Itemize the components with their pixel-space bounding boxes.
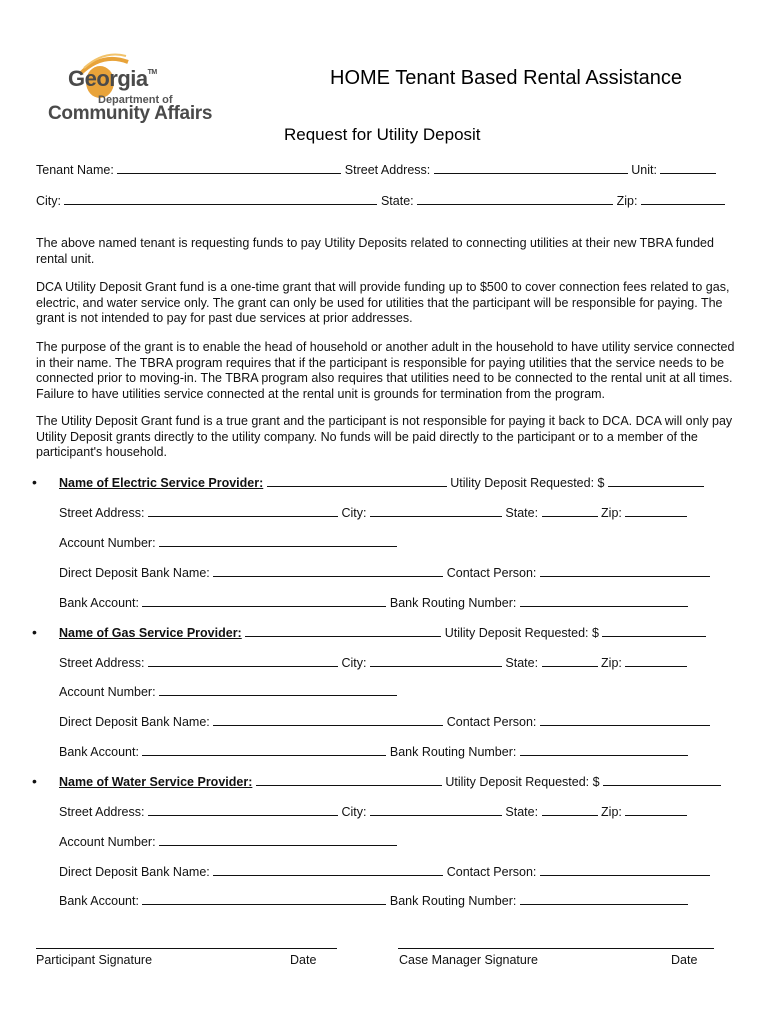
bullet-icon: • [32,624,37,640]
contact-label: Contact Person: [446,715,537,729]
tenant-line-1 [36,162,716,177]
tenant-zip-label: Zip: [616,194,638,208]
tenant-state-label: State: [380,194,414,208]
electric-account-line [59,535,397,550]
water-provider-line [59,774,721,789]
form-subtitle: Request for Utility Deposit [284,125,481,144]
bullet-icon: • [32,474,37,490]
zip-label: Zip: [601,805,622,819]
water-contact-field[interactable] [540,864,710,876]
electric-bank-account-field[interactable] [142,595,386,607]
city-label: City: [341,805,367,819]
gas-bank-name-field[interactable] [213,714,443,726]
bank-name-label: Direct Deposit Bank Name: [59,865,210,879]
bullet-icon: • [32,773,37,789]
paragraph-true-grant: The Utility Deposit Grant fund is a true grant and the participant is not responsible for paying it back to DCA. DCA will only pay Utility Deposit grants directly to the utility company. No funds will be paid directly to the participant or to a member of the participant's household. [36,414,733,459]
logo-department: Department of [98,94,173,106]
state-label: State: [505,656,539,670]
gas-state-field[interactable] [542,655,598,667]
gas-zip-field[interactable] [625,655,687,667]
paragraph-grant: DCA Utility Deposit Grant fund is a one-time grant that will provide funding up to $500 to cover connection fees related to gas, electric, and water service only. The grant can only be used for utilities that the participant will be responsible for paying. The grant is not intended to pay for past due services at prior addresses. [36,280,730,325]
case-manager-signature-line[interactable] [398,948,714,949]
water-bank-line [59,864,710,879]
tenant-line-2 [36,193,725,208]
bank-account-label: Bank Account: [59,745,139,759]
gas-provider-field[interactable] [245,625,441,637]
routing-label: Bank Routing Number: [389,596,517,610]
gas-bank-account-line [59,744,688,759]
case-manager-signature-label: Case Manager Signature [399,953,538,967]
tenant-name-label: Tenant Name: [36,163,114,177]
routing-label: Bank Routing Number: [389,894,517,908]
tenant-unit-field[interactable] [660,162,716,174]
water-deposit-label: Utility Deposit Requested: $ [445,775,600,789]
gas-bank-account-field[interactable] [142,744,386,756]
tenant-name-field[interactable] [117,162,341,174]
water-provider-field[interactable] [256,774,442,786]
account-label: Account Number: [59,536,156,550]
water-account-line [59,834,397,849]
tenant-city-field[interactable] [64,193,377,205]
electric-deposit-label: Utility Deposit Requested: $ [450,476,605,490]
electric-contact-field[interactable] [540,565,710,577]
water-zip-field[interactable] [625,804,687,816]
electric-bank-account-line [59,595,688,610]
account-label: Account Number: [59,685,156,699]
zip-label: Zip: [601,506,622,520]
electric-address-line [59,505,687,520]
tenant-street-label: Street Address: [344,163,431,177]
electric-zip-field[interactable] [625,505,687,517]
gas-address-line [59,655,687,670]
electric-account-field[interactable] [159,535,397,547]
street-label: Street Address: [59,506,145,520]
logo-georgia: Georgia™ [68,66,157,91]
water-address-line [59,804,687,819]
contact-label: Contact Person: [446,566,537,580]
electric-state-field[interactable] [542,505,598,517]
water-bank-account-field[interactable] [142,893,386,905]
gas-deposit-field[interactable] [602,625,706,637]
case-manager-date-label: Date [671,953,698,967]
water-state-field[interactable] [542,804,598,816]
bank-account-label: Bank Account: [59,894,139,908]
bank-account-label: Bank Account: [59,596,139,610]
participant-signature-label: Participant Signature [36,953,153,967]
water-routing-field[interactable] [520,893,688,905]
city-label: City: [341,656,367,670]
water-street-field[interactable] [148,804,338,816]
water-provider-label: Name of Water Service Provider: [59,775,253,789]
participant-date-label: Date [290,953,317,967]
water-bank-name-field[interactable] [213,864,443,876]
electric-city-field[interactable] [370,505,502,517]
gas-bank-line [59,714,710,729]
state-label: State: [505,506,539,520]
electric-provider-label: Name of Electric Service Provider: [59,476,264,490]
electric-street-field[interactable] [148,505,338,517]
water-city-field[interactable] [370,804,502,816]
gas-provider-line [59,625,706,640]
water-deposit-field[interactable] [603,774,721,786]
contact-label: Contact Person: [446,865,537,879]
account-label: Account Number: [59,835,156,849]
gas-account-line [59,684,397,699]
gas-routing-field[interactable] [520,744,688,756]
water-account-field[interactable] [159,834,397,846]
street-label: Street Address: [59,656,145,670]
street-label: Street Address: [59,805,145,819]
state-label: State: [505,805,539,819]
bank-name-label: Direct Deposit Bank Name: [59,715,210,729]
form-title: HOME Tenant Based Rental Assistance [330,67,683,89]
water-bank-account-line [59,893,688,908]
tenant-state-field[interactable] [417,193,613,205]
electric-provider-field[interactable] [267,475,447,487]
city-label: City: [341,506,367,520]
gas-provider-label: Name of Gas Service Provider: [59,626,242,640]
tenant-city-label: City: [36,194,61,208]
electric-bank-name-field[interactable] [213,565,443,577]
logo-community-affairs: Community Affairs [48,103,213,124]
gas-contact-field[interactable] [540,714,710,726]
electric-provider-line [59,475,704,490]
tenant-unit-label: Unit: [631,163,657,177]
participant-signature-line[interactable] [36,948,337,949]
tenant-street-field[interactable] [434,162,628,174]
tenant-zip-field[interactable] [641,193,725,205]
paragraph-intro: The above named tenant is requesting funds to pay Utility Deposits related to connecting utilities at their new TBRA funded rental unit. [36,236,714,266]
electric-deposit-field[interactable] [608,475,704,487]
gas-city-field[interactable] [370,655,502,667]
gas-deposit-label: Utility Deposit Requested: $ [444,626,599,640]
gas-street-field[interactable] [148,655,338,667]
electric-bank-line [59,565,710,580]
zip-label: Zip: [601,656,622,670]
gas-account-field[interactable] [159,684,397,696]
paragraph-purpose: The purpose of the grant is to enable the head of household or another adult in the household to have utility service connected in their name. The TBRA program requires that if the participant is responsible for paying utilities that the service needs to be connected prior to moving-in. The TBRA program also requires that utilities need to be connected to the rental unit at all times. Failure to have utilities service connected at the rental unit is grounds for termination from the program. [36,340,735,401]
routing-label: Bank Routing Number: [389,745,517,759]
electric-routing-field[interactable] [520,595,688,607]
bank-name-label: Direct Deposit Bank Name: [59,566,210,580]
